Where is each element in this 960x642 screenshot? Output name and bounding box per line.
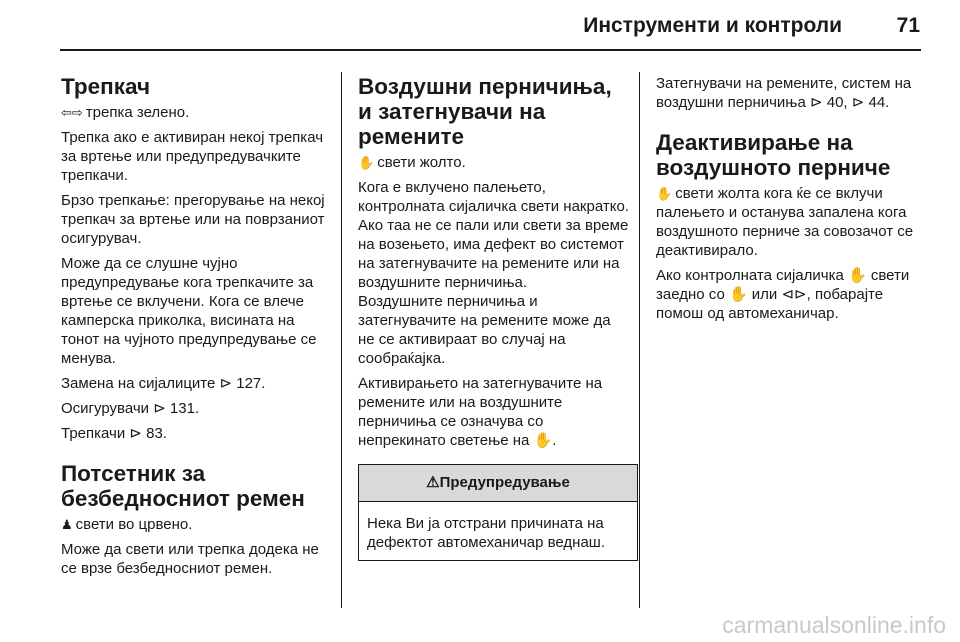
paragraph: Може да свети или трепка додека не се врзе безбедносниот ремен.: [61, 541, 319, 577]
airbag-heading: Воздушни перничиња, и затегнувачи на ремените: [358, 74, 612, 149]
turn-signal-desc: [61, 103, 333, 122]
warning-box: [358, 464, 638, 561]
paragraph: Трепка ако е активиран некој трепкач за вртење или предупредувачките трепкачи.: [61, 129, 324, 184]
airbag-deactivation-text: свети жолта кога ќе се вклучи палењето и останува запалена кога воздушното перниче за совозачот се деактивирало.: [656, 185, 914, 259]
seat-belt-text: свети во црвено.: [75, 516, 193, 533]
seat-belt-icon: ♟: [61, 517, 73, 532]
paragraph: Ако контролната сијаличка ✋ свети заедно со ✋ или ⊲⊳, побарајте помош од автомеханичар.: [656, 267, 910, 322]
airbag-deactivation-heading: Деактивирање на воздушното перниче: [656, 130, 891, 180]
paragraph: Брзо трепкање: прегорување на некој трепкач за вртење или на поврзаниот осигурувач.: [61, 192, 325, 247]
fuses-ref: Осигурувачи ⊳ 131.: [61, 400, 200, 417]
turn-signals-ref: Трепкачи ⊳ 83.: [61, 425, 167, 442]
paragraph: Кога е вклучено палењето, контролната сијаличка свети накратко. Ако таа не се пали или свети за време на возењето, има дефект во системот на затегнувачите на ремените или на воздушните перничиња.: [358, 179, 629, 291]
header-title: Инструменти и контроли: [583, 14, 842, 37]
page-number: 71: [896, 14, 920, 37]
warning-title: ⚠Предупредување: [359, 465, 637, 502]
airbag-desc: [358, 153, 630, 172]
bulb-replacement-ref: Замена на сијалиците ⊳ 127.: [61, 375, 266, 392]
header-rule: [60, 49, 921, 51]
turn-signal-text: трепка зелено.: [85, 104, 190, 121]
airbag-text: свети жолто.: [377, 154, 466, 171]
left-column: [61, 74, 333, 584]
airbag-deactivation-desc: [656, 184, 924, 260]
turn-signal-heading: Трепкач: [61, 74, 151, 99]
warning-text: Нека Ви ја отстрани причината на дефектот автомеханичар веднаш.: [367, 515, 606, 551]
middle-column: [358, 74, 630, 561]
paragraph: Воздушните перничиња и затегнувачите на ремените може да не се активираат во случај на сообраќајка.: [358, 293, 611, 367]
paragraph: Може да се слушне чујно предупредување кога трепкачите за вртење се вклучени. Кога се влече камперска приколка, висината на тонот на чујното предупредување се менува.: [61, 255, 317, 367]
airbag-off-icon: ✋: [656, 186, 673, 201]
turn-signal-icon: ⇦⇨: [61, 105, 83, 120]
seat-belt-reminder-heading: Потсетник за безбедносниот ремен: [61, 461, 305, 511]
seat-belt-desc: [61, 515, 333, 534]
airbag-icon: ✋: [358, 155, 375, 170]
watermark: carmanualsonline.info: [722, 612, 946, 638]
column-divider-1: [341, 72, 342, 608]
paragraph: Активирањето на затегнувачите на ремените или на воздушните перничиња се означува со непрекинато светење на ✋.: [358, 375, 603, 449]
column-divider-2: [639, 72, 640, 608]
paragraph: Затегнувачи на ремените, систем на воздушни перничиња ⊳ 40, ⊳ 44.: [656, 75, 912, 111]
right-column: [656, 74, 924, 329]
